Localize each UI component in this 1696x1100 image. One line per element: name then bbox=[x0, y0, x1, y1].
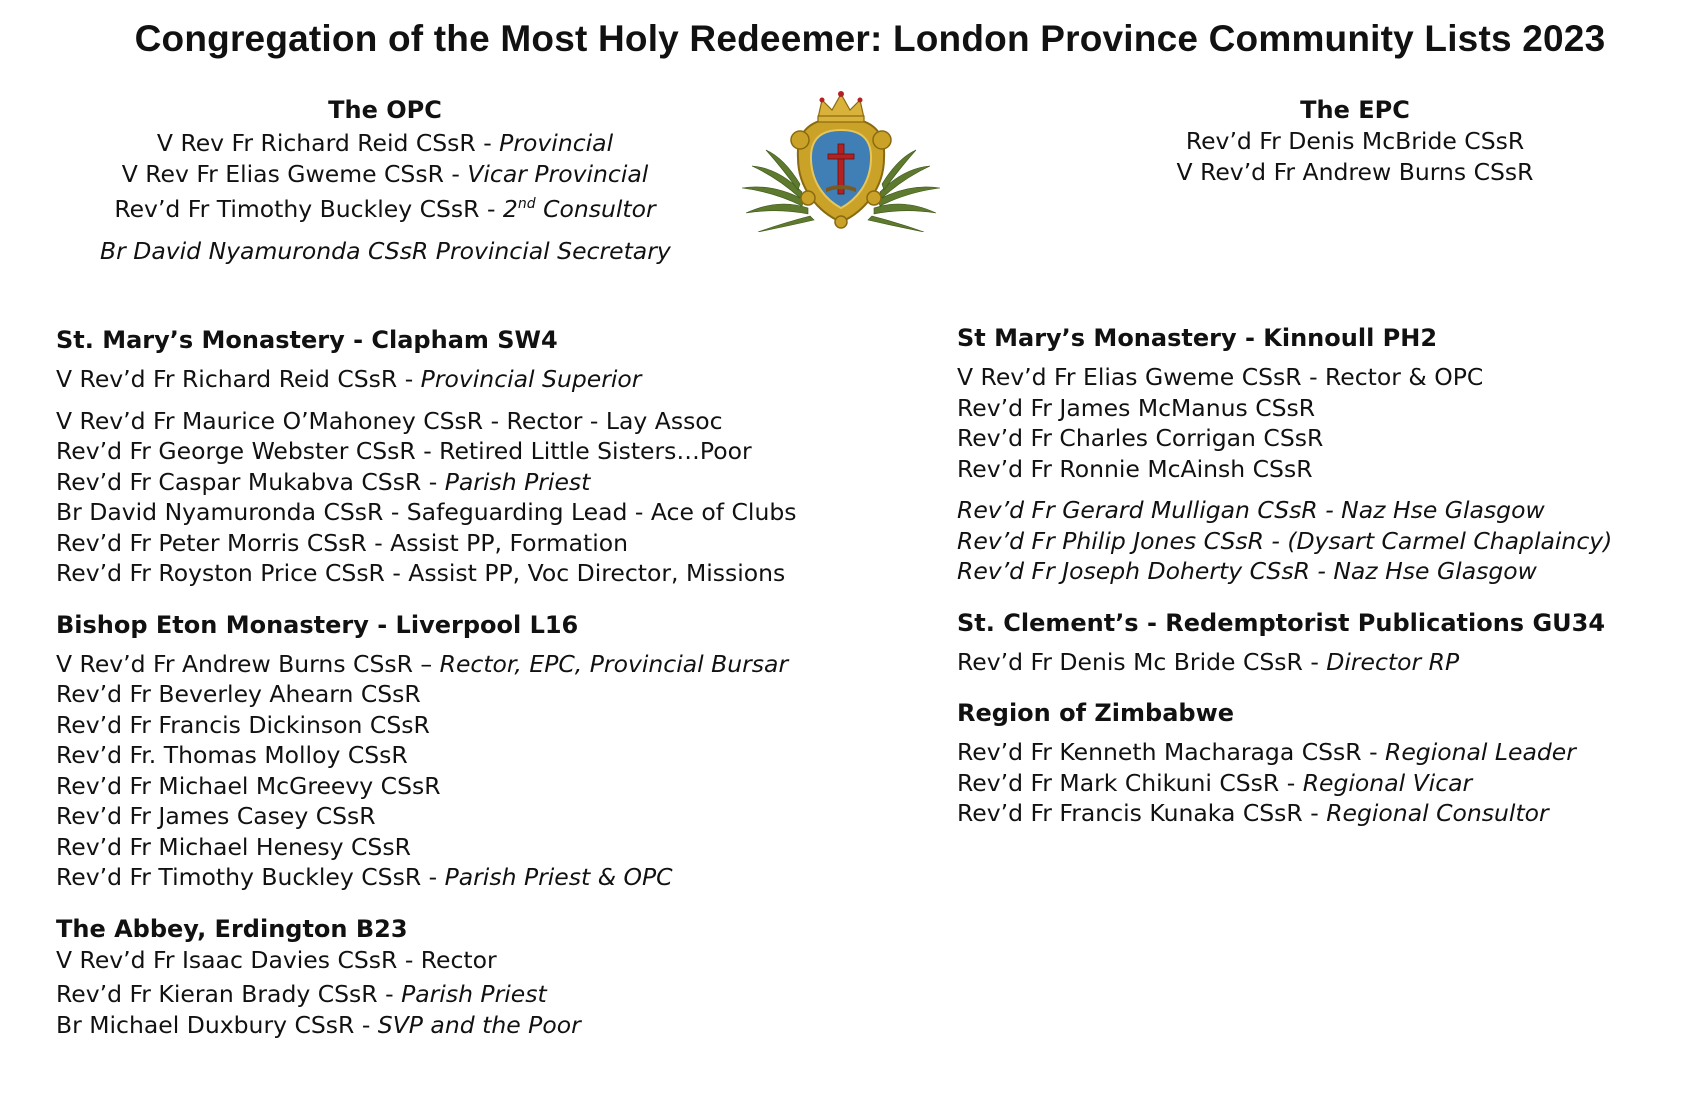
member-role: Parish Priest & OPC bbox=[444, 863, 673, 891]
member-line: Rev’d Fr Royston Price CSsR - Assist PP, Voc Director, Missions bbox=[56, 559, 786, 587]
member-line bbox=[56, 1010, 797, 1041]
community-section bbox=[56, 326, 797, 589]
member-line: Rev’d Fr Peter Morris CSsR - Assist PP, Formation bbox=[56, 528, 629, 557]
member-line: Rev’d Fr James Casey CSsR bbox=[56, 802, 376, 830]
member-line: Rev’d Fr Philip Jones CSsR - (Dysart Carmel Chaplaincy) bbox=[957, 526, 1613, 555]
member-role: Regional Vicar bbox=[1302, 768, 1473, 797]
community-heading: St. Clement’s - Redemptorist Publications GU34 bbox=[957, 608, 1606, 637]
member-line bbox=[56, 364, 797, 395]
epc-heading: The EPC bbox=[1300, 96, 1410, 124]
member-line bbox=[957, 737, 1612, 768]
member-line: Rev’d Fr. Thomas Molloy CSsR bbox=[56, 741, 408, 769]
member-line: Rev’d Fr James McManus CSsR bbox=[957, 393, 1316, 422]
member-name: Br Michael Duxbury CSsR - bbox=[56, 1010, 378, 1039]
epc-block bbox=[1070, 96, 1640, 187]
epc-member: V Rev’d Fr Andrew Burns CSsR bbox=[1176, 157, 1534, 186]
community-section bbox=[56, 611, 797, 893]
member-line: Rev’d Fr Michael McGreevy CSsR bbox=[56, 771, 441, 800]
opc-block bbox=[100, 96, 670, 267]
member-role: Parish Priest bbox=[444, 467, 591, 496]
member-name: Rev’d Fr Kieran Brady CSsR - bbox=[56, 980, 402, 1008]
member-role: Vicar Provincial bbox=[467, 159, 649, 188]
member-name: V Rev’d Fr Andrew Burns CSsR – bbox=[56, 649, 440, 678]
member-name: Rev’d Fr Kenneth Macharaga CSsR - bbox=[957, 738, 1386, 766]
member-name: Rev’d Fr Francis Kunaka CSsR - bbox=[957, 799, 1327, 827]
member-line: V Rev’d Fr Isaac Davies CSsR - Rector bbox=[56, 945, 497, 974]
member-line: Br David Nyamuronda CSsR - Safeguarding Lead - Ace of Clubs bbox=[56, 498, 797, 526]
community-section bbox=[957, 699, 1612, 829]
member-line bbox=[957, 768, 1612, 799]
communities-right bbox=[957, 324, 1612, 851]
communities-left bbox=[56, 326, 797, 1062]
role-superscript: nd bbox=[517, 196, 536, 212]
member-role: Provincial bbox=[499, 129, 614, 157]
member-line: V Rev’d Fr Maurice O’Mahoney CSsR - Rector - Lay Assoc bbox=[56, 406, 723, 435]
role-number: 2 bbox=[502, 194, 518, 223]
member-line: Rev’d Fr Francis Dickinson CSsR bbox=[56, 710, 430, 739]
member-line: Rev’d Fr Joseph Doherty CSsR - Naz Hse Glasgow bbox=[957, 557, 1537, 585]
member-line bbox=[957, 647, 1612, 678]
member-role: Parish Priest bbox=[401, 980, 547, 1008]
member-role: Rector, EPC, Provincial Bursar bbox=[439, 649, 789, 678]
epc-member: Rev’d Fr Denis McBride CSsR bbox=[1185, 127, 1525, 155]
opc-heading: The OPC bbox=[328, 96, 442, 124]
member-line: Rev’d Fr Ronnie McAinsh CSsR bbox=[957, 454, 1313, 483]
member-line: Rev’d Fr Beverley Ahearn CSsR bbox=[56, 680, 421, 708]
member-role: SVP and the Poor bbox=[377, 1010, 581, 1039]
member-name: Rev’d Fr Caspar Mukabva CSsR - bbox=[56, 467, 445, 496]
member-role: Regional Consultor bbox=[1326, 799, 1549, 827]
member-name: Rev’d Fr Denis Mc Bride CSsR - bbox=[957, 647, 1327, 676]
community-heading: St Mary’s Monastery - Kinnoull PH2 bbox=[957, 324, 1438, 352]
member-name: Rev’d Fr Timothy Buckley CSsR - bbox=[114, 194, 503, 223]
member-line: V Rev’d Fr Elias Gweme CSsR - Rector & OPC bbox=[957, 363, 1484, 391]
member-line bbox=[56, 649, 797, 680]
member-line bbox=[56, 467, 797, 498]
member-line: Rev’d Fr George Webster CSsR - Retired Little Sisters…Poor bbox=[56, 437, 752, 465]
redemptorist-crest-icon bbox=[738, 88, 944, 232]
opc-member bbox=[100, 128, 670, 159]
member-role bbox=[503, 195, 656, 223]
member-line: Rev’d Fr Michael Henesy CSsR bbox=[56, 832, 411, 861]
role-text: Consultor bbox=[535, 194, 656, 223]
opc-secretary: Br David Nyamuronda CSsR Provincial Secretary bbox=[100, 237, 671, 266]
community-heading: The Abbey, Erdington B23 bbox=[56, 914, 408, 943]
community-section bbox=[957, 609, 1612, 678]
member-name: Rev’d Fr Mark Chikuni CSsR - bbox=[957, 768, 1303, 797]
member-role: Director RP bbox=[1326, 647, 1460, 676]
member-line bbox=[56, 979, 797, 1010]
member-role: Provincial Superior bbox=[420, 365, 642, 393]
opc-member bbox=[100, 189, 670, 224]
member-name: Rev’d Fr Timothy Buckley CSsR - bbox=[56, 863, 445, 891]
page-title: Congregation of the Most Holy Redeemer: London Province Community Lists 2023 bbox=[134, 18, 1606, 59]
member-line bbox=[957, 798, 1612, 829]
community-heading: Bishop Eton Monastery - Liverpool L16 bbox=[56, 610, 579, 639]
member-name: V Rev’d Fr Richard Reid CSsR - bbox=[56, 365, 421, 393]
community-heading: Region of Zimbabwe bbox=[957, 699, 1235, 727]
member-line: Rev’d Fr Gerard Mulligan CSsR - Naz Hse Glasgow bbox=[957, 496, 1545, 524]
member-name: V Rev Fr Richard Reid CSsR - bbox=[156, 129, 500, 157]
community-section bbox=[957, 324, 1612, 587]
member-line: Rev’d Fr Charles Corrigan CSsR bbox=[957, 424, 1324, 452]
member-name: V Rev Fr Elias Gweme CSsR - bbox=[121, 159, 468, 188]
community-section bbox=[56, 915, 797, 1041]
member-role: Regional Leader bbox=[1385, 738, 1576, 766]
member-line bbox=[56, 862, 797, 893]
opc-member bbox=[100, 159, 670, 190]
community-heading: St. Mary’s Monastery - Clapham SW4 bbox=[56, 326, 558, 354]
